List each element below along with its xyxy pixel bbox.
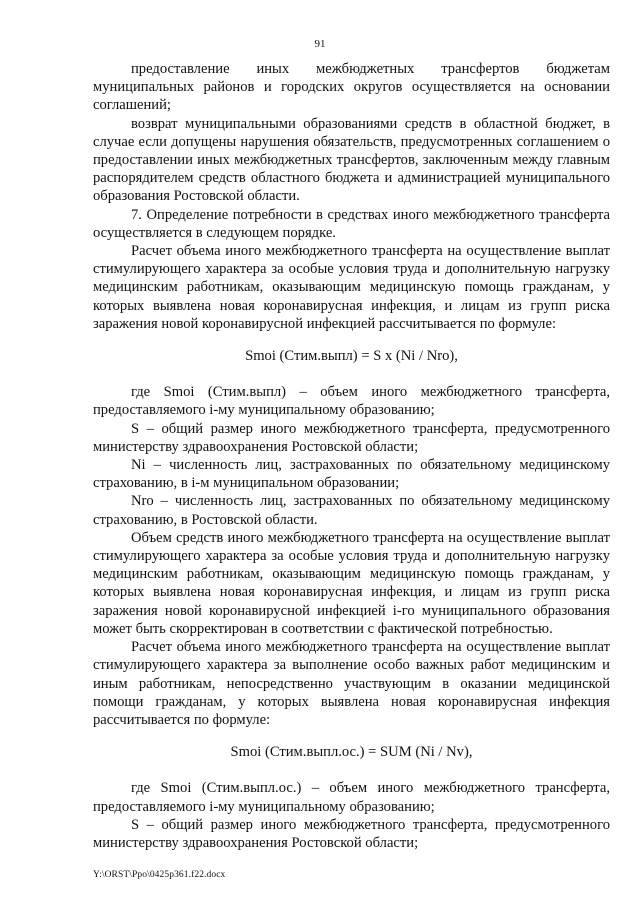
paragraph-adjustment: Объем средств иного межбюджетного трансферта на осуществление выплат стимулирующего характера за особые условия труда и дополнительную нагрузку медицинским работникам, оказывающим медицинскую помощь гражданам, у которых выявлена новая коронавирусная инфекция, и лицам из групп риска заражения новой коронавирусной инфекцией i-го муниципального образования может быть скорректирован в соответствии с фактической потребностью. (93, 529, 610, 637)
paragraph-calculation-intro-2: Расчет объема иного межбюджетного трансферта на осуществление выплат стимулирующего характера за выполнение особо важных работ медицинским и иным работникам, непосредственно участвующим в оказании медицинской помощи гражданам, у которых выявлена новая коронавирусная инфекция рассчитывается по формуле: (93, 639, 610, 728)
formula-1: Smoi (Стим.выпл) = S x (Ni / Nro), (245, 348, 458, 365)
paragraph-section-7: 7. Определение потребности в средствах иного межбюджетного трансферта осуществляется в следующем порядке. (93, 206, 610, 241)
paragraph-s-definition-1: S – общий размер иного межбюджетного трансферта, предусмотренного министерству здравоохранения Ростовской области; (93, 420, 610, 455)
formula-2: Smoi (Стим.выпл.ос.) = SUM (Ni / Nv), (230, 744, 473, 761)
paragraph-smoi-definition-1: где Smoi (Стим.выпл) – объем иного межбюджетного трансферта, предоставляемого i-му муниципальному образованию; (93, 384, 610, 419)
paragraph-funds-return: возврат муниципальными образованиями средств в областной бюджет, в случае если допущены нарушения обязательств, предусмотренных соглашением о предоставлении иных межбюджетных трансфертов, заключенным между главным распорядителем средств областного бюджета и администрацией муниципального образования Ростовской области. (93, 115, 610, 205)
page-number: 91 (314, 38, 326, 50)
paragraph-calculation-intro-1: Расчет объема иного межбюджетного трансферта на осуществление выплат стимулирующего характера за особые условия труда и дополнительную нагрузку медицинским работникам, оказывающим медицинскую помощь гражданам, у которых выявлена новая коронавирусная инфекция, и лицам из групп риска заражения новой коронавирусной инфекцией рассчитывается по формуле: (93, 243, 610, 332)
paragraph-smoi-definition-2: где Smoi (Стим.выпл.ос.) – объем иного межбюджетного трансферта, предоставляемого i-му муниципальному образованию; (93, 780, 610, 815)
paragraph-transfer-provision: предоставление иных межбюджетных трансфертов бюджетам муниципальных районов и городских округов осуществляется на основании соглашений; (93, 61, 610, 114)
footer-file-path: Y:\ORST\Ppo\0425p361.f22.docx (93, 870, 226, 880)
document-body (93, 60, 610, 852)
paragraph-ni-definition: Ni – численность лиц, застрахованных по обязательному медицинскому страхованию, в i-м муниципальном образовании; (93, 457, 610, 492)
paragraph-nro-definition: Nro – численность лиц, застрахованных по обязательному медицинскому страхованию, в Ростовской области. (93, 493, 610, 528)
paragraph-s-definition-2: S – общий размер иного межбюджетного трансферта, предусмотренного министерству здравоохранения Ростовской области; (93, 816, 610, 851)
